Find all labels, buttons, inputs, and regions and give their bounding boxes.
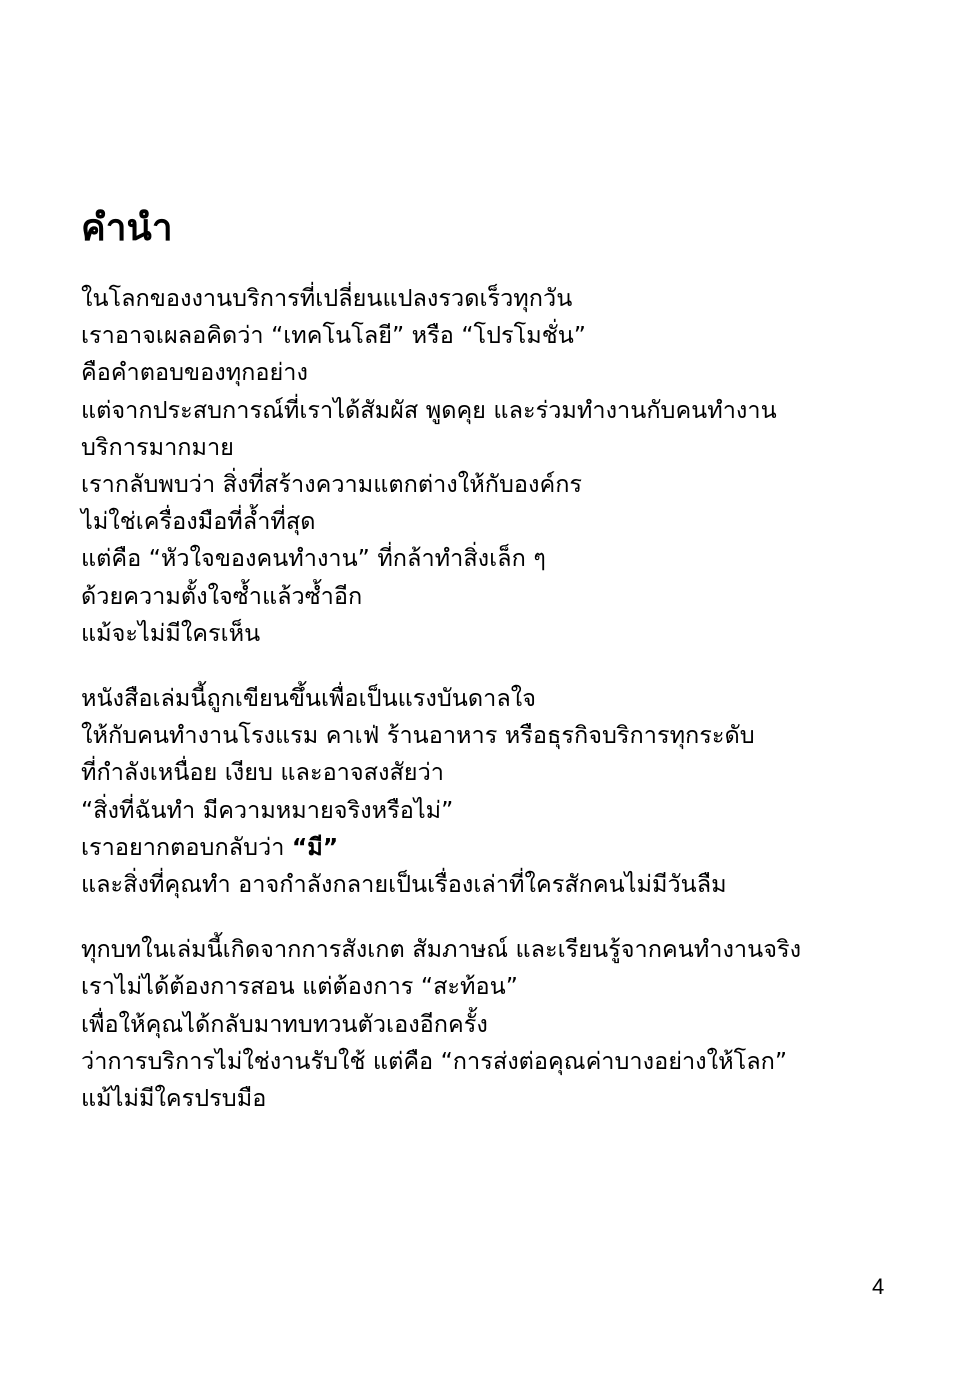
text-line: เรากลับพบว่า สิ่งที่สร้างความแตกต่างให้กับองค์กร	[81, 470, 583, 499]
text-line-with-emphasis	[81, 829, 941, 866]
text-line: ให้กับคนทำงานโรงแรม คาเฟ่ ร้านอาหาร หรือธุรกิจบริการทุกระดับ	[81, 721, 755, 750]
text-line: ว่าการบริการไม่ใช่งานรับใช้ แต่คือ “การส่งต่อคุณค่าบางอย่างให้โลก”	[81, 1046, 788, 1075]
text-line: บริการมากมาย	[81, 432, 234, 461]
text-line: เพื่อให้คุณได้กลับมาทบทวนตัวเองอีกครั้ง	[81, 1009, 488, 1038]
text-segment: เราอยากตอบกลับว่า	[81, 832, 292, 861]
text-line: “สิ่งที่ฉันทำ มีความหมายจริงหรือไม่”	[81, 795, 454, 824]
text-line: ไม่ใช่เครื่องมือที่ล้ำที่สุด	[81, 507, 316, 536]
text-line: ด้วยความตั้งใจซ้ำแล้วซ้ำอีก	[81, 581, 363, 610]
preface-body	[81, 280, 941, 1145]
text-line: แม้จะไม่มีใครเห็น	[81, 618, 261, 647]
text-line: ทุกบทในเล่มนี้เกิดจากการสังเกต สัมภาษณ์ และเรียนรู้จากคนทำงานจริง	[81, 935, 802, 964]
text-line: ในโลกของงานบริการที่เปลี่ยนแปลงรวดเร็วทุกวัน	[81, 284, 573, 312]
page-number: 4	[872, 1274, 885, 1299]
text-line: แต่จากประสบการณ์ที่เราได้สัมผัส พูดคุย และร่วมทำงานกับคนทำงาน	[81, 395, 777, 424]
text-line: เราอาจเผลอคิดว่า “เทคโนโลยี” หรือ “โปรโมชั่น”	[81, 321, 586, 350]
text-line: เราไม่ได้ต้องการสอน แต่ต้องการ “สะท้อน”	[81, 972, 518, 1001]
text-line: หนังสือเล่มนี้ถูกเขียนขึ้นเพื่อเป็นแรงบันดาลใจ	[81, 684, 536, 713]
page-title: คำนำ	[81, 206, 173, 249]
text-line: และสิ่งที่คุณทำ อาจกำลังกลายเป็นเรื่องเล่าที่ใครสักคนไม่มีวันลืม	[81, 870, 727, 899]
paragraph-1	[81, 280, 941, 652]
paragraph-3	[81, 931, 941, 1117]
paragraph-2	[81, 680, 941, 903]
text-line: ที่กำลังเหนื่อย เงียบ และอาจสงสัยว่า	[81, 758, 444, 787]
emphasis-text: “มี”	[291, 832, 339, 861]
text-line: แต่คือ “หัวใจของคนทำงาน” ที่กล้าทำสิ่งเล็ก ๆ	[81, 544, 546, 573]
text-line: แม้ไม่มีใครปรบมือ	[81, 1084, 267, 1113]
text-line: คือคำตอบของทุกอย่าง	[81, 358, 308, 387]
